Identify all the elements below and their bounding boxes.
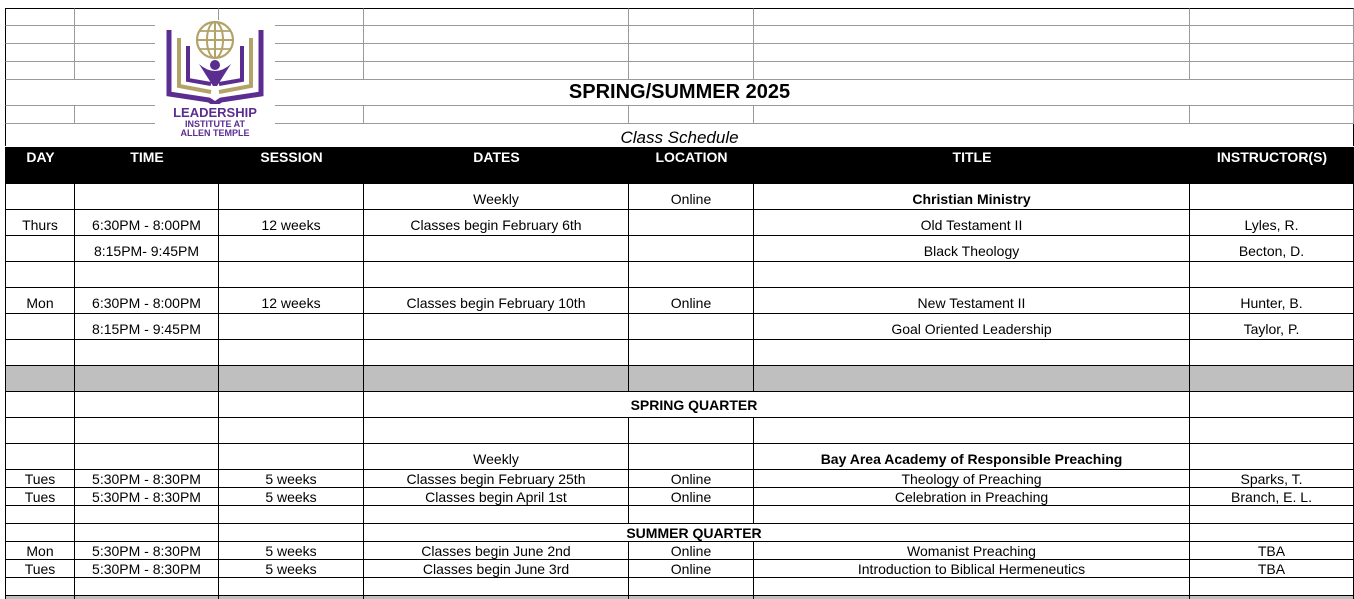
cell-location xyxy=(629,236,754,262)
cell-dates: Weekly xyxy=(364,444,629,470)
cell-location xyxy=(629,262,754,288)
table-row xyxy=(5,524,1354,542)
cell-session xyxy=(219,262,364,288)
cell-instructor: Lyles, R. xyxy=(1190,210,1354,236)
cell-instructor xyxy=(1190,184,1354,210)
cell-instructor: TBA xyxy=(1190,542,1354,560)
table-cell xyxy=(1190,524,1354,542)
cell-session xyxy=(219,314,364,340)
cell-session: 12 weeks xyxy=(219,210,364,236)
cell-dates xyxy=(364,340,629,366)
cell-location: Online xyxy=(629,488,754,506)
table-row xyxy=(5,236,1354,262)
table-row xyxy=(5,560,1354,578)
cell-instructor xyxy=(1190,506,1354,524)
table-row xyxy=(5,314,1354,340)
cell-session xyxy=(219,236,364,262)
table-cell xyxy=(75,524,219,542)
cell-instructor: Becton, D. xyxy=(1190,236,1354,262)
cell-session xyxy=(219,444,364,470)
cell-day xyxy=(5,184,75,210)
quarter-cell xyxy=(364,392,1190,418)
cell-title: Bay Area Academy of Responsible Preaching xyxy=(754,444,1190,470)
header-instructors: INSTRUCTOR(S) xyxy=(1216,149,1328,165)
cell-instructor xyxy=(1190,262,1354,288)
cell-instructor: Branch, E. L. xyxy=(1190,488,1354,506)
table-cell xyxy=(1190,392,1354,418)
logo-line-3: ALLEN TEMPLE xyxy=(180,128,250,138)
column-header-row xyxy=(5,147,1354,184)
cell-time xyxy=(75,366,219,392)
separator-row xyxy=(5,366,1354,392)
cell-day xyxy=(5,366,75,392)
cell-dates: Classes begin June 2nd xyxy=(364,542,629,560)
cell-dates xyxy=(364,366,629,392)
cell-day xyxy=(5,418,75,444)
cell-day: Tues xyxy=(5,488,75,506)
header-day: DAY xyxy=(5,147,75,184)
cell-dates: Classes begin April 1st xyxy=(364,488,629,506)
cell-title xyxy=(754,366,1190,392)
cell-title xyxy=(754,506,1190,524)
cell-time xyxy=(75,340,219,366)
logo-line-1: LEADERSHIP xyxy=(173,105,257,120)
cell-instructor xyxy=(1190,578,1354,596)
cell-day: Tues xyxy=(5,560,75,578)
cell-dates: Classes begin February 25th xyxy=(364,470,629,488)
cell-day: Tues xyxy=(5,470,75,488)
cell-dates xyxy=(364,314,629,340)
cell-session xyxy=(219,578,364,596)
cell-session: 5 weeks xyxy=(219,488,364,506)
cell-time: 5:30PM - 8:30PM xyxy=(75,488,219,506)
cell-time: 8:15PM - 9:45PM xyxy=(75,314,219,340)
cell-time: 5:30PM - 8:30PM xyxy=(75,542,219,560)
cell-location: Online xyxy=(629,560,754,578)
cell-dates: Classes begin February 10th xyxy=(364,288,629,314)
header-location: LOCATION xyxy=(655,149,728,165)
cell-title: Introduction to Biblical Hermeneutics xyxy=(754,560,1190,578)
cell-instructor: Taylor, P. xyxy=(1190,314,1354,340)
cell-time xyxy=(75,184,219,210)
cell-day xyxy=(5,340,75,366)
cell-session xyxy=(219,506,364,524)
cell-title: Womanist Preaching xyxy=(754,542,1190,560)
header-dates: DATES xyxy=(473,149,520,165)
cell-instructor: Sparks, T. xyxy=(1190,470,1354,488)
cell-time xyxy=(75,444,219,470)
schedule-sheet xyxy=(5,8,1354,599)
quarter-cell xyxy=(364,524,1190,542)
table-row xyxy=(5,262,1354,288)
cell-dates xyxy=(364,506,629,524)
table-row xyxy=(5,578,1354,596)
globe-book-person-icon xyxy=(155,20,275,104)
page-title: SPRING/SUMMER 2025 xyxy=(568,81,791,103)
table-row xyxy=(5,542,1354,560)
cell-dates: Weekly xyxy=(364,184,629,210)
cell-session xyxy=(219,340,364,366)
table-row xyxy=(5,340,1354,366)
cell-location xyxy=(629,314,754,340)
cell-location: Online xyxy=(629,470,754,488)
cell-day xyxy=(5,578,75,596)
table-row xyxy=(5,210,1354,236)
cell-title: Goal Oriented Leadership xyxy=(754,314,1190,340)
cell-day: Thurs xyxy=(5,210,75,236)
table-row xyxy=(5,288,1354,314)
table-cell xyxy=(5,392,75,418)
cell-day xyxy=(5,262,75,288)
cell-dates xyxy=(364,418,629,444)
cell-time xyxy=(75,506,219,524)
cell-time xyxy=(75,578,219,596)
table-cell xyxy=(219,392,364,418)
cell-title: Black Theology xyxy=(754,236,1190,262)
cell-day xyxy=(5,236,75,262)
cell-location xyxy=(629,340,754,366)
cell-instructor xyxy=(1190,366,1354,392)
cell-session: 12 weeks xyxy=(219,288,364,314)
cell-session: 5 weeks xyxy=(219,470,364,488)
logo-line-2: INSTITUTE AT xyxy=(185,119,245,129)
header-session: SESSION xyxy=(260,149,323,165)
table-cell xyxy=(219,524,364,542)
cell-dates: Classes begin February 6th xyxy=(364,210,629,236)
cell-instructor xyxy=(1190,418,1354,444)
cell-title: Theology of Preaching xyxy=(754,470,1190,488)
header-title: TITLE xyxy=(952,149,992,165)
cell-day xyxy=(5,314,75,340)
table-row xyxy=(5,444,1354,470)
table-row xyxy=(5,488,1354,506)
page-subtitle: Class Schedule xyxy=(620,128,739,147)
cell-title xyxy=(754,340,1190,366)
leadership-institute-logo xyxy=(155,20,275,138)
cell-location xyxy=(629,210,754,236)
table-row xyxy=(5,184,1354,210)
cell-dates: Classes begin June 3rd xyxy=(364,560,629,578)
cell-title: New Testament II xyxy=(754,288,1190,314)
cell-location: Online xyxy=(629,542,754,560)
cell-title: Old Testament II xyxy=(754,210,1190,236)
cell-instructor: Hunter, B. xyxy=(1190,288,1354,314)
cell-location: Online xyxy=(629,288,754,314)
cell-instructor xyxy=(1190,444,1354,470)
cell-session: 5 weeks xyxy=(219,560,364,578)
cell-day: Mon xyxy=(5,288,75,314)
cell-location xyxy=(629,366,754,392)
cell-instructor: TBA xyxy=(1190,560,1354,578)
cell-location xyxy=(629,578,754,596)
cell-title xyxy=(754,262,1190,288)
table-row xyxy=(5,392,1354,418)
cell-title: Celebration in Preaching xyxy=(754,488,1190,506)
cell-title xyxy=(754,418,1190,444)
cell-location: Online xyxy=(629,184,754,210)
cell-instructor xyxy=(1190,340,1354,366)
cell-title xyxy=(754,578,1190,596)
table-cell xyxy=(5,524,75,542)
table-cell xyxy=(75,392,219,418)
cell-time: 6:30PM - 8:00PM xyxy=(75,210,219,236)
cell-title: Christian Ministry xyxy=(754,184,1190,210)
cell-session xyxy=(219,184,364,210)
cell-time: 5:30PM - 8:30PM xyxy=(75,470,219,488)
cell-time: 5:30PM - 8:30PM xyxy=(75,560,219,578)
cell-location xyxy=(629,418,754,444)
cell-time xyxy=(75,262,219,288)
cell-dates xyxy=(364,236,629,262)
cell-day xyxy=(5,506,75,524)
cell-dates xyxy=(364,578,629,596)
spring-quarter-label: SPRING QUARTER xyxy=(630,396,758,413)
cell-time: 6:30PM - 8:00PM xyxy=(75,288,219,314)
table-row xyxy=(5,506,1354,524)
table-row xyxy=(5,418,1354,444)
table-row xyxy=(5,470,1354,488)
cell-day xyxy=(5,444,75,470)
cell-location xyxy=(629,506,754,524)
cell-time: 8:15PM- 9:45PM xyxy=(75,236,219,262)
cell-location xyxy=(629,444,754,470)
cell-dates xyxy=(364,262,629,288)
summer-quarter-label: SUMMER QUARTER xyxy=(626,524,762,541)
cell-session xyxy=(219,366,364,392)
cell-session: 5 weeks xyxy=(219,542,364,560)
cell-day: Mon xyxy=(5,542,75,560)
header-time: TIME xyxy=(130,149,164,165)
cell-time xyxy=(75,418,219,444)
cell-session xyxy=(219,418,364,444)
